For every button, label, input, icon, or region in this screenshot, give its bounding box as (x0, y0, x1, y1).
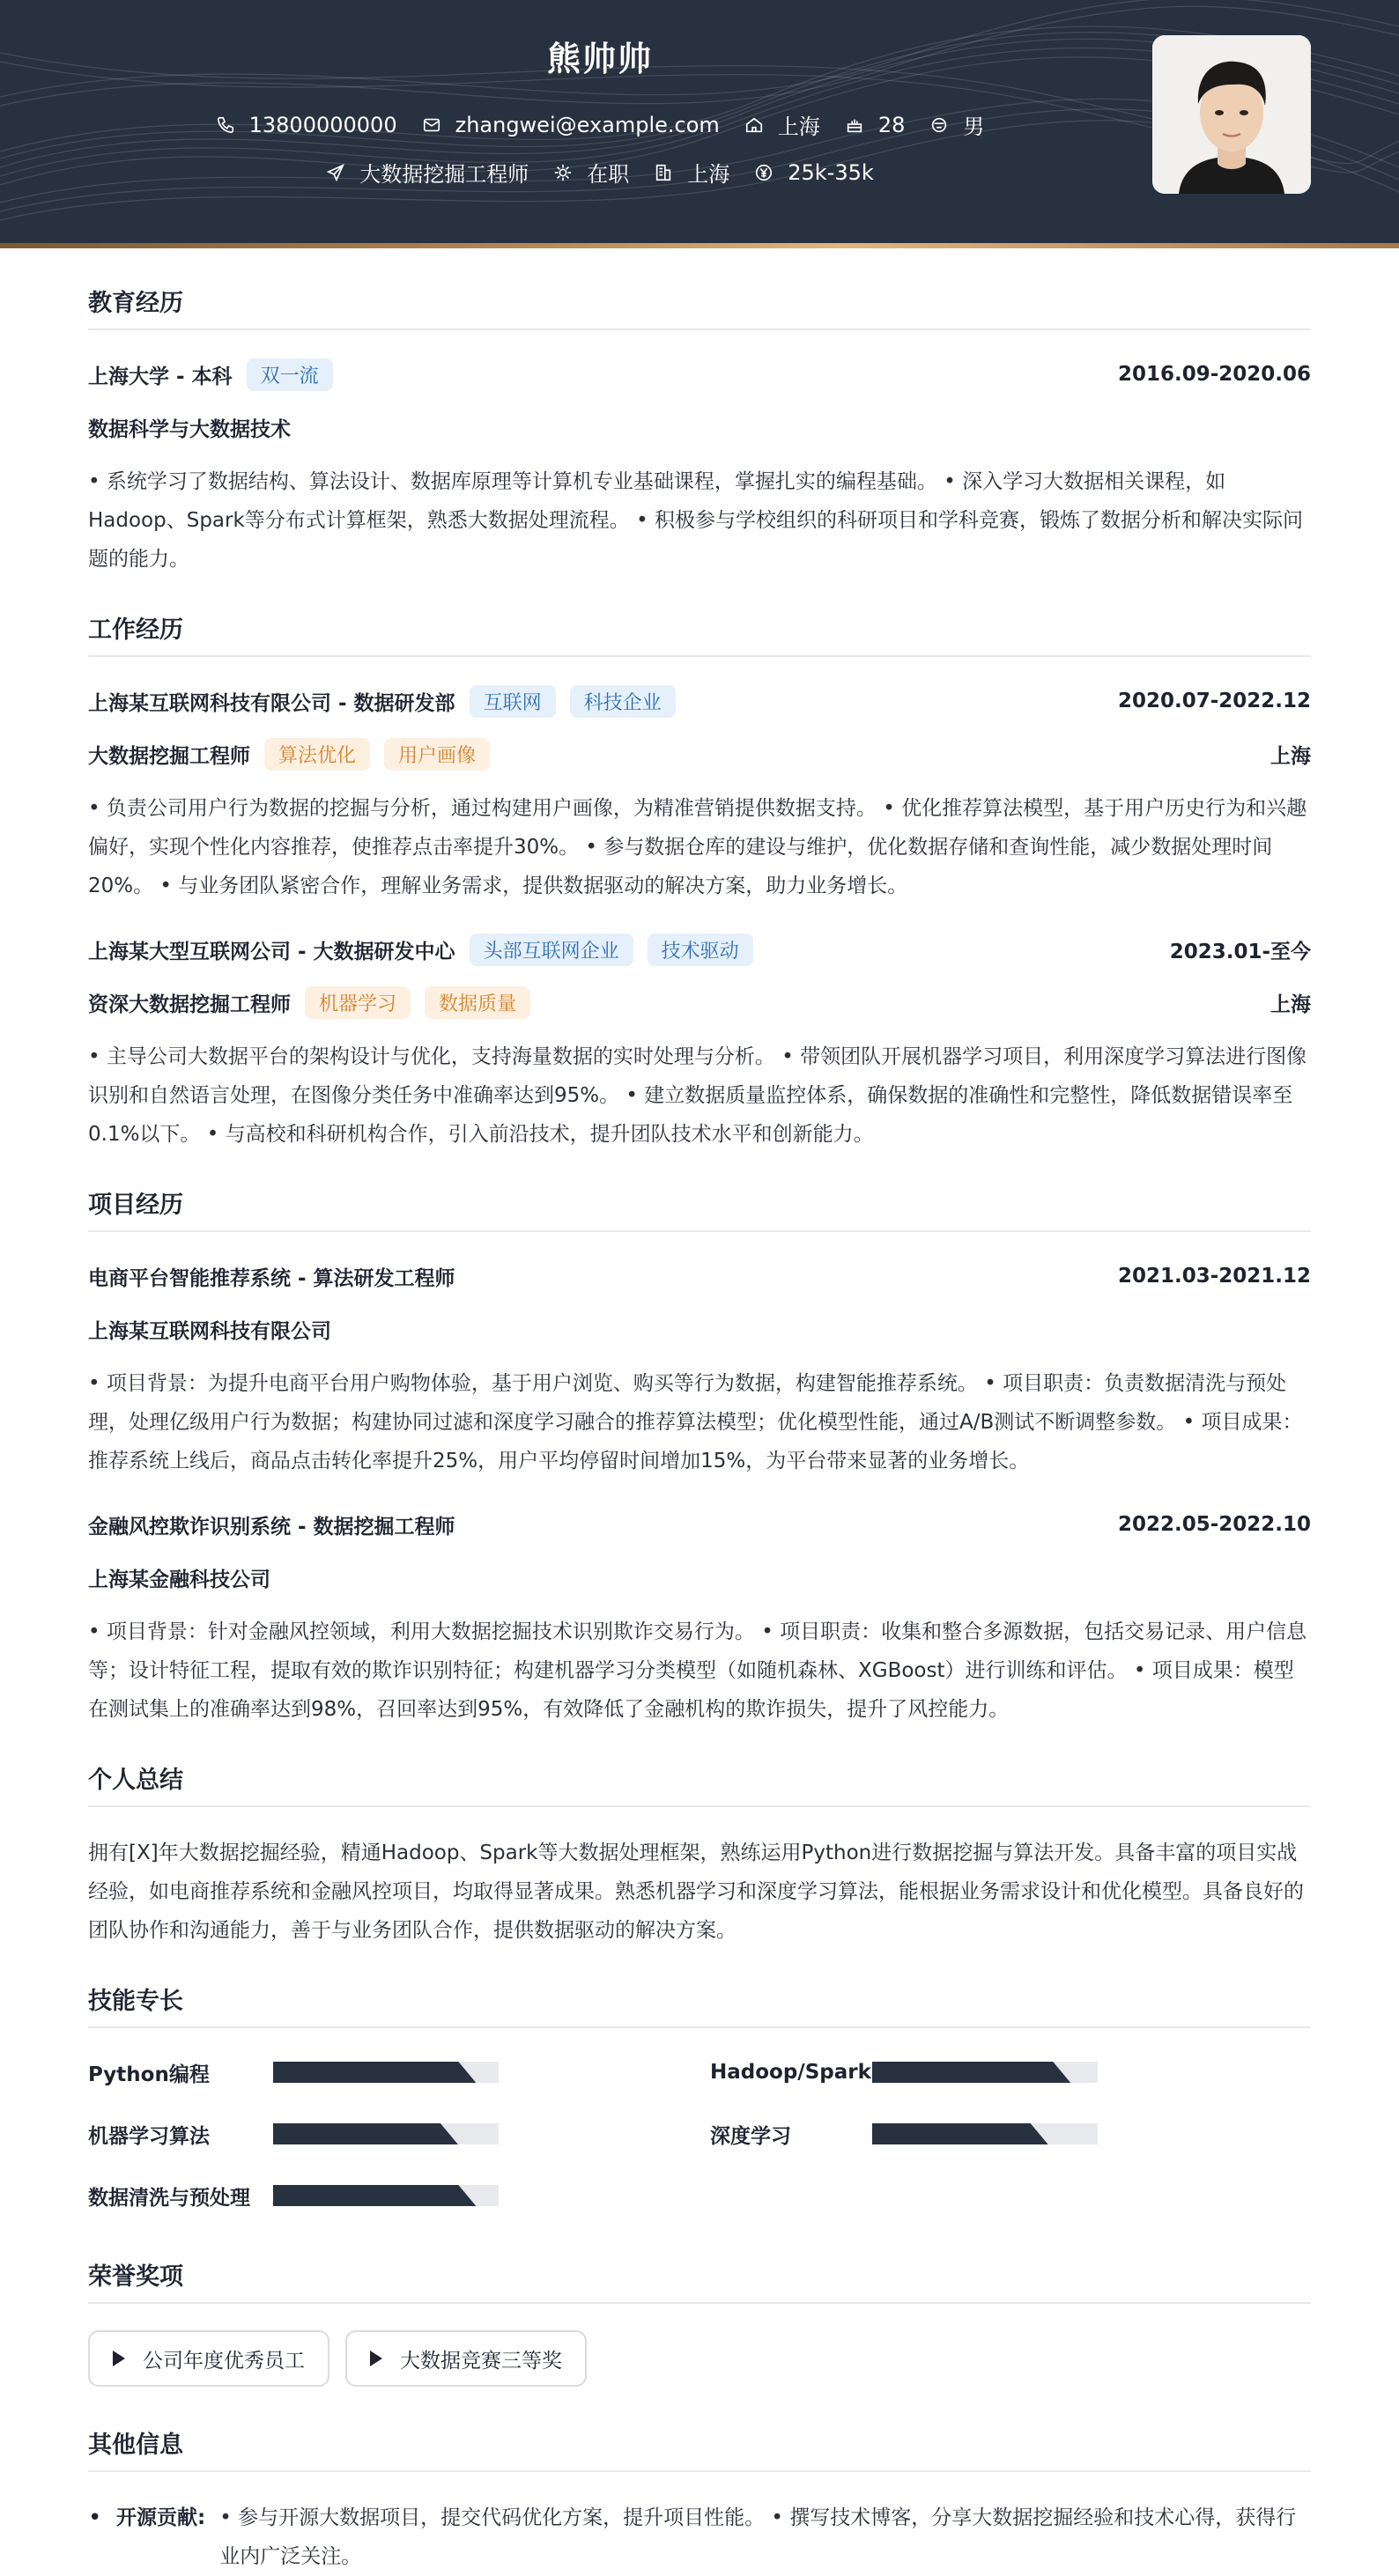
other-label: 开源贡献: (116, 2506, 206, 2529)
job-intent-row (0, 157, 1200, 188)
avatar (1152, 35, 1311, 194)
education-major-row (88, 410, 1311, 445)
skill-fill (273, 2185, 476, 2206)
city-text: 上海 (777, 114, 820, 139)
age-text: 28 (877, 112, 906, 137)
gender-icon (929, 115, 949, 135)
project-company-row (88, 1311, 1311, 1347)
work-description: • 主导公司大数据平台的架构设计与优化，支持海量数据的实时处理与分析。 • 带领团队开展机器学习项目，利用深度学习算法进行图像识别和自然语言处理，在图像分类任务中准确率达到95%。 • 建立数据质量监控体系，确保数据的准确性和完整性，降低数据错误率至0.1%以下。 • 与高校和科研机构合作，引入前沿技术，提升团队技术水平和创新能力。 (88, 1045, 1307, 1146)
skill-item (88, 2055, 710, 2090)
email-text: zhangwei@example.com (455, 112, 720, 137)
education-school-group (88, 358, 333, 391)
work-role: 大数据挖掘工程师 (88, 744, 250, 768)
status-text: 在职 (587, 162, 630, 187)
avatar-portrait-icon (1152, 35, 1311, 194)
skill-name: 数据清洗与预处理 (88, 2186, 250, 2210)
age-item (845, 113, 906, 137)
position-item (326, 157, 529, 188)
skill-name: 深度学习 (710, 2124, 791, 2148)
project-name: 电商平台智能推荐系统 - 算法研发工程师 (88, 1266, 455, 1290)
award-item (345, 2330, 587, 2387)
work-company-tag: 科技企业 (570, 685, 676, 718)
work-role-tag: 机器学习 (305, 986, 411, 1019)
play-triangle-icon (113, 2351, 125, 2366)
skill-bar (273, 2123, 499, 2144)
project-item (88, 1258, 1311, 1480)
other-section (88, 2425, 1311, 2576)
education-tag: 双一流 (247, 358, 333, 391)
skill-bar (273, 2185, 499, 2206)
candidate-name: 熊帅帅 (546, 40, 653, 78)
gender-text: 男 (963, 114, 985, 139)
phone-icon (216, 115, 235, 135)
award-text: 公司年度优秀员工 (143, 2349, 305, 2373)
work-description: • 负责公司用户行为数据的挖掘与分析，通过构建用户画像，为精准营销提供数据支持。 • 优化推荐算法模型，基于用户历史行为和兴趣偏好，实现个性化内容推荐，使推荐点击率提升30%。 • 参与数据仓库的建设与维护，优化数据存储和查询性能，减少数据处理时间20%。 • 与业务团队紧密合作，理解业务需求，提供数据驱动的解决方案，助力业务增长。 (88, 797, 1307, 897)
work-company-tag: 头部互联网企业 (470, 934, 633, 966)
project-company: 上海某金融科技公司 (88, 1568, 270, 1591)
project-description: • 项目背景：针对金融风控领域，利用大数据挖掘技术识别欺诈交易行为。 • 项目职责：收集和整合多源数据，包括交易记录、用户信息等；设计特征工程，提取有效的欺诈识别特征；构建机器学习分类模型（如随机森林、XGBoost）进行训练和评估。 • 项目成果：模型在测试集上的准确率达到98%，召回率达到95%，有效降低了金融机构的欺诈损失，提升了风控能力。 (88, 1620, 1307, 1721)
building-icon (654, 163, 673, 182)
bullet-dot-icon: • (88, 2505, 102, 2531)
award-item (88, 2330, 329, 2387)
home-icon (744, 115, 764, 135)
phone-item (216, 113, 397, 137)
project-name: 金融风控欺诈识别系统 - 数据挖掘工程师 (88, 1515, 455, 1539)
project-company-row (88, 1560, 1311, 1595)
work-company-tag: 技术驱动 (648, 934, 753, 966)
work-company: 上海某互联网科技有限公司 - 数据研发部 (88, 691, 455, 715)
work-company-row (88, 683, 1311, 719)
status-item (553, 157, 629, 188)
salary-text: 25k-35k (788, 159, 874, 185)
work-city: 上海 (1270, 744, 1311, 768)
work-company-group (88, 685, 676, 718)
gender-item (929, 109, 984, 140)
project-title: 项目经历 (88, 1185, 1311, 1232)
work-role-group (88, 738, 490, 771)
skills-grid (88, 2055, 1311, 2213)
project-date: 2021.03-2021.12 (1117, 1265, 1311, 1288)
play-triangle-icon (370, 2351, 382, 2366)
project-date: 2022.05-2022.10 (1117, 1513, 1311, 1536)
work-city: 上海 (1270, 993, 1311, 1016)
skill-item (710, 2116, 1311, 2152)
work-title: 工作经历 (88, 610, 1311, 657)
work-company-tag: 互联网 (470, 685, 556, 718)
project-header-row (88, 1258, 1311, 1294)
education-title: 教育经历 (88, 284, 1311, 330)
work-company-group (88, 934, 753, 966)
work-city-text: 上海 (687, 162, 730, 187)
work-date: 2020.07-2022.12 (1117, 690, 1311, 712)
work-company-row (88, 932, 1311, 967)
header-accent-bar (0, 243, 1399, 248)
work-city-item (654, 157, 729, 188)
other-item (88, 2498, 1311, 2576)
project-description: • 项目背景：为提升电商平台用户购物体验，基于用户浏览、购买等行为数据，构建智能推荐系统。 • 项目职责：负责数据清洗与预处理，处理亿级用户行为数据；构建协同过滤和深度学习融合的推荐算法模型；优化模型性能，通过A/B测试不断调整参数。 • 项目成果：推荐系统上线后，商品点击转化率提升25%，用户平均停留时间增加15%，为平台带来显著的业务增长。 (88, 1372, 1303, 1473)
city-item (744, 109, 820, 140)
salary-item (754, 160, 874, 185)
skill-item (88, 2178, 710, 2213)
work-role-tag: 用户画像 (384, 738, 490, 771)
summary-section (88, 1760, 1311, 1950)
education-major: 数据科学与大数据技术 (88, 417, 291, 441)
education-header-row (88, 357, 1311, 392)
other-title: 其他信息 (88, 2425, 1311, 2472)
work-role-row (88, 985, 1311, 1020)
award-text: 大数据竞赛三等奖 (400, 2349, 562, 2373)
email-item (422, 113, 720, 137)
mail-icon (422, 115, 441, 135)
yen-icon (754, 163, 774, 182)
education-school: 上海大学 - 本科 (88, 365, 233, 388)
work-date: 2023.01-至今 (1169, 940, 1311, 963)
summary-text: 拥有[X]年大数据挖掘经验，精通Hadoop、Spark等大数据处理框架，熟练运用Python进行数据挖掘与算法开发。具备丰富的项目实战经验，如电商推荐系统和金融风控项目，均取得显著成果。熟悉机器学习和深度学习算法，能根据业务需求设计和优化模型。具备良好的团队协作和沟通能力，善于与业务团队合作，提供数据驱动的解决方案。 (88, 1842, 1304, 1942)
project-header-row (88, 1507, 1311, 1542)
resume-body (88, 284, 1311, 2576)
awards-section (88, 2257, 1311, 2387)
awards-title: 荣誉奖项 (88, 2257, 1311, 2304)
contact-info-row (0, 109, 1200, 140)
phone-text: 13800000000 (248, 112, 397, 137)
work-role-row (88, 736, 1311, 771)
skill-item (710, 2055, 1311, 2090)
cake-icon (845, 115, 864, 135)
work-item (88, 683, 1311, 905)
work-role-tag: 数据质量 (425, 986, 530, 1019)
skill-fill (273, 2062, 476, 2083)
position-text: 大数据挖掘工程师 (359, 162, 529, 187)
skill-name: Python编程 (88, 2063, 210, 2086)
awards-list (88, 2330, 1311, 2387)
work-role-tag: 算法优化 (264, 738, 370, 771)
resume-header (0, 0, 1399, 248)
other-text: • 参与开源大数据项目，提交代码优化方案，提升项目性能。 • 撰写技术博客，分享大数据挖掘经验和技术心得，获得行业内广泛关注。 (219, 2506, 1297, 2568)
skill-bar (872, 2123, 1098, 2144)
education-date: 2016.09-2020.06 (1117, 363, 1311, 386)
skill-name: Hadoop/Spark (710, 2061, 871, 2084)
work-role-group (88, 986, 530, 1019)
skills-section (88, 1982, 1311, 2213)
education-description: • 系统学习了数据结构、算法设计、数据库原理等计算机专业基础课程，掌握扎实的编程基础。 • 深入学习大数据相关课程，如Hadoop、Spark等分布式计算框架，熟悉大数据处理流程。 • 积极参与学校组织的科研项目和学科竞赛，锻炼了数据分析和解决实际问题的能力。 (88, 470, 1303, 571)
project-item (88, 1507, 1311, 1729)
summary-title: 个人总结 (88, 1760, 1311, 1807)
education-section (88, 284, 1311, 579)
skills-title: 技能专长 (88, 1982, 1311, 2028)
skill-fill (872, 2123, 1048, 2144)
skill-fill (872, 2062, 1070, 2083)
skill-bar (872, 2062, 1098, 2083)
skill-name: 机器学习算法 (88, 2124, 210, 2148)
send-icon (326, 163, 345, 182)
skill-bar (273, 2062, 499, 2083)
gear-icon (553, 163, 573, 182)
skill-fill (273, 2123, 458, 2144)
project-section (88, 1185, 1311, 1729)
project-company: 上海某互联网科技有限公司 (88, 1319, 331, 1343)
work-role: 资深大数据挖掘工程师 (88, 993, 291, 1016)
work-item (88, 932, 1311, 1154)
skill-item (88, 2116, 710, 2152)
work-section (88, 610, 1311, 1154)
work-company: 上海某大型互联网公司 - 大数据研发中心 (88, 940, 455, 963)
